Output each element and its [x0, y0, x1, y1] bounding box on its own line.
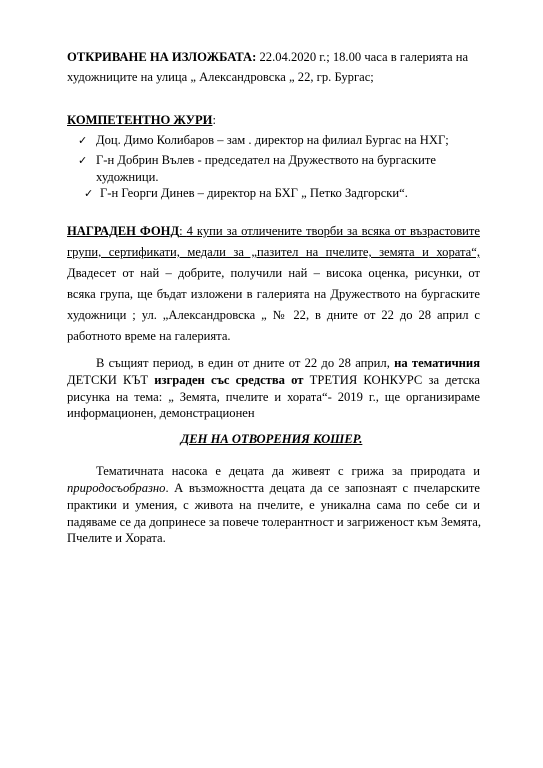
jury-heading-line — [67, 113, 216, 128]
jury-member-1: Доц. Димо Колибаров – зам . директор на филиал Бургас на НХГ; — [96, 133, 449, 147]
closing-line-3: практики и умения, с живота на пчелите, е уникална сама по себе си и — [67, 498, 480, 512]
closing-line-4: падяваме се да допринесе за повече толерантност и загриженост към Земята, — [67, 515, 482, 529]
prize-line-4: всяка група, ще бъдат изложени в галерията на Дружеството на бургаските — [67, 287, 480, 301]
opening-date-text: 22.04.2020 г.; 18.00 часа в галерията на — [256, 50, 469, 64]
closing-line-1: Тематичната насока е децата да живеят с грижа за природата и — [96, 464, 480, 478]
jury-member-2-cont: художници. — [96, 170, 159, 184]
jury-colon: : — [212, 113, 216, 127]
section-title: ДЕН НА ОТВОРЕНИЯ КОШЕР. — [180, 432, 363, 446]
prize-line-6: работното време на галерията. — [67, 329, 231, 343]
period-line-4: информационен, демонстрационен — [67, 406, 255, 420]
prize-line-1 — [67, 224, 480, 239]
jury-member-3: Г-н Георги Динев – директор на БХГ „ Петко Задгорски“. — [100, 186, 408, 200]
prize-line-3: Двадесет от най – добрите, получили най – висока оценка, рисунки, от — [67, 266, 480, 280]
prize-line-2: групи, сертификати, медали за „пазител на пчелите, земята и хората“, — [67, 245, 480, 259]
prize-text-1: 4 купи за отличените творби за всяка от възрастовите — [186, 224, 480, 238]
prize-line-5: художници ; ул. „Александровска „ № 22, в дните от 22 до 28 април с — [67, 308, 480, 322]
prize-heading: НАГРАДЕН ФОНД — [67, 224, 180, 238]
opening-heading: ОТКРИВАНЕ НА ИЗЛОЖБАТА: — [67, 50, 257, 64]
closing-line-5: Пчелите и Хората. — [67, 531, 166, 545]
check-icon: ✓ — [78, 134, 88, 147]
prize-sep: : — [179, 224, 187, 238]
opening-line-2: художниците на улица „ Александровска „ 22, гр. Бургас; — [67, 70, 374, 84]
opening-line-1 — [67, 50, 468, 65]
closing-line-2: природосъобразно. А възможността децата да се запознаят с пчеларските — [67, 481, 480, 495]
period-line-1: В същият период, в един от дните от 22 до 28 април, на тематичния — [96, 356, 481, 370]
jury-heading: КОМПЕТЕНТНО ЖУРИ — [67, 113, 213, 127]
period-line-3: рисунка на тема: „ Земята, пчелите и хората“- 2019 г., ще организираме — [67, 390, 480, 404]
period-line-2: ДЕТСКИ КЪТ изграден със средства от ТРЕТИЯ КОНКУРС за детска — [67, 373, 481, 387]
check-icon: ✓ — [84, 187, 94, 200]
jury-member-2: Г-н Добрин Вълев - председател на Дружеството на бургаските — [96, 153, 436, 167]
check-icon: ✓ — [78, 154, 88, 167]
